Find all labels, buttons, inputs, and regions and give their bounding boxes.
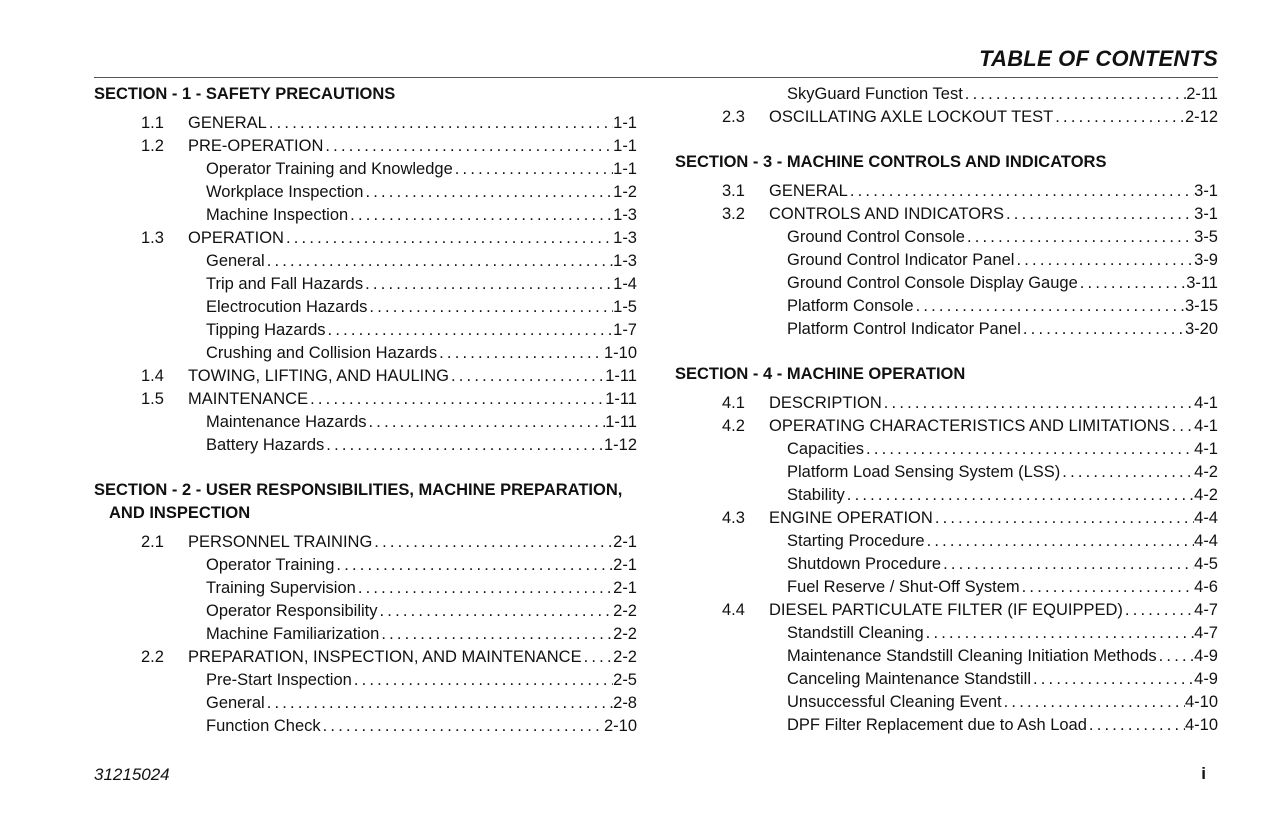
toc-entry-title: Workplace Inspection	[206, 183, 364, 201]
toc-entry[interactable]	[675, 645, 1218, 668]
dot-leader	[864, 438, 1194, 461]
toc-entry-page: 1-1	[613, 137, 637, 155]
toc-entry-number: 1.5	[141, 390, 164, 408]
toc-entry-title: DESCRIPTION	[769, 394, 882, 412]
toc-entry-title: Machine Inspection	[206, 206, 349, 224]
toc-entry-page: 4-1	[1194, 417, 1218, 435]
toc-entry-page: 4-4	[1194, 509, 1218, 527]
section-heading: SECTION - 1 - SAFETY PRECAUTIONS	[94, 85, 396, 103]
toc-entry-number: 4.1	[722, 394, 745, 412]
toc-entry[interactable]	[675, 507, 1218, 530]
toc-entry-page: 2-1	[613, 556, 637, 574]
toc-entry-page: 2-10	[603, 717, 637, 735]
toc-entry[interactable]	[675, 461, 1218, 484]
toc-entry-number: 2.1	[141, 533, 164, 551]
toc-entry[interactable]	[94, 623, 637, 646]
dot-leader	[1020, 576, 1195, 599]
toc-entry[interactable]	[675, 226, 1218, 249]
toc-entry-page: 3-5	[1194, 228, 1218, 246]
toc-entry[interactable]	[675, 249, 1218, 272]
toc-entry[interactable]	[675, 668, 1218, 691]
toc-entry-title: Starting Procedure	[787, 532, 925, 550]
toc-list	[675, 180, 1218, 341]
toc-entry[interactable]	[675, 484, 1218, 507]
toc-entry-title: Operator Training	[206, 556, 335, 574]
toc-entry-title: Training Supervision	[206, 579, 356, 597]
toc-entry[interactable]	[675, 272, 1218, 295]
toc-entry-title: Battery Hazards	[206, 436, 325, 454]
toc-entry-page: 1-11	[605, 367, 637, 385]
dot-leader	[1123, 599, 1194, 622]
toc-entry-page: 1-11	[605, 390, 637, 408]
dot-leader	[265, 692, 613, 715]
toc-entry-page: 4-4	[1194, 532, 1218, 550]
toc-entry-page: 2-8	[613, 694, 637, 712]
toc-entry[interactable]	[675, 295, 1218, 318]
toc-entry-page: 2-12	[1184, 108, 1218, 126]
toc-entry[interactable]	[94, 554, 637, 577]
toc-entry-page: 4-1	[1194, 440, 1218, 458]
dot-leader	[1021, 318, 1185, 341]
toc-left-column	[94, 83, 637, 738]
toc-entry[interactable]	[94, 112, 637, 135]
toc-entry-title: DPF Filter Replacement due to Ash Load	[787, 716, 1087, 734]
toc-right-column	[675, 83, 1218, 737]
toc-entry[interactable]	[675, 203, 1218, 226]
toc-entry-page: 1-3	[613, 229, 637, 247]
section-heading-line: SECTION - 2 - USER RESPONSIBILITIES, MACHINE PREPARATION,	[94, 481, 623, 499]
toc-entry-title: Standstill Cleaning	[787, 624, 924, 642]
section-heading: SECTION - 3 - MACHINE CONTROLS AND INDICATORS	[675, 153, 1107, 171]
toc-entry-page: 4-9	[1194, 647, 1218, 665]
toc-entry-number: 2.2	[141, 648, 164, 666]
toc-entry[interactable]	[675, 438, 1218, 461]
dot-leader	[265, 250, 613, 273]
toc-entry-page: 4-1	[1194, 394, 1218, 412]
dot-leader	[267, 112, 613, 135]
toc-entry[interactable]	[675, 622, 1218, 645]
dot-leader	[1060, 461, 1194, 484]
toc-entry-title: Maintenance Hazards	[206, 413, 367, 431]
toc-entry[interactable]	[94, 669, 637, 692]
toc-entry-title: SkyGuard Function Test	[787, 85, 963, 103]
dot-leader	[378, 600, 614, 623]
toc-entry[interactable]	[675, 106, 1218, 129]
toc-entry[interactable]	[94, 577, 637, 600]
page-title: TABLE OF CONTENTS	[979, 46, 1218, 71]
toc-entry-page: 2-2	[613, 648, 637, 666]
toc-entry[interactable]	[94, 250, 637, 273]
toc-entry-page: 1-2	[613, 183, 637, 201]
toc-entry-title: Stability	[787, 486, 845, 504]
toc-entry-title: Machine Familiarization	[206, 625, 380, 643]
toc-entry-title: OPERATING CHARACTERISTICS AND LIMITATIONS	[769, 417, 1170, 435]
section-heading: SECTION - 4 - MACHINE OPERATION	[675, 365, 966, 383]
toc-entry-number: 2.3	[722, 108, 745, 126]
toc-entry-number: 3.1	[722, 182, 745, 200]
toc-entry[interactable]	[94, 388, 637, 411]
toc-entry-title: GENERAL	[188, 114, 267, 132]
toc-entry-title: Ground Control Console	[787, 228, 965, 246]
toc-entry-number: 1.1	[141, 114, 164, 132]
toc-entry-title: MAINTENANCE	[188, 390, 309, 408]
dot-leader	[882, 392, 1194, 415]
toc-entry-title: PERSONNEL TRAINING	[188, 533, 373, 551]
dot-leader	[925, 530, 1195, 553]
dot-leader	[924, 622, 1194, 645]
dot-leader	[363, 181, 613, 204]
dot-leader	[356, 577, 613, 600]
dot-leader	[1087, 714, 1185, 737]
header-rule	[94, 77, 1218, 78]
toc-entry-title: Maintenance Standstill Cleaning Initiation Methods	[787, 647, 1157, 665]
toc-entry[interactable]	[94, 411, 637, 434]
toc-entry-page: 3-1	[1194, 182, 1218, 200]
toc-entry[interactable]	[94, 204, 637, 227]
toc-list	[675, 83, 1218, 129]
dot-leader	[367, 411, 606, 434]
toc-entry[interactable]	[94, 227, 637, 250]
toc-list	[675, 392, 1218, 737]
dot-leader	[1078, 272, 1186, 295]
toc-list	[94, 531, 637, 738]
toc-entry-number: 3.2	[722, 205, 745, 223]
toc-entry-page: 2-1	[613, 579, 637, 597]
toc-entry[interactable]	[94, 342, 637, 365]
toc-entry[interactable]	[675, 714, 1218, 737]
toc-entry[interactable]	[675, 553, 1218, 576]
toc-entry[interactable]	[94, 531, 637, 554]
toc-entry-page: 1-4	[613, 275, 637, 293]
toc-entry-page: 4-10	[1184, 693, 1218, 711]
toc-entry-page: 1-3	[613, 252, 637, 270]
toc-entry[interactable]	[675, 83, 1218, 106]
toc-entry-page: 1-7	[613, 321, 637, 339]
toc-entry-title: Function Check	[206, 717, 321, 735]
dot-leader	[449, 365, 605, 388]
toc-entry-page: 3-20	[1184, 320, 1218, 338]
toc-entry-title: DIESEL PARTICULATE FILTER (IF EQUIPPED)	[769, 601, 1123, 619]
dot-leader	[379, 623, 613, 646]
toc-entry-page: 1-5	[613, 298, 637, 316]
toc-entry-page: 4-2	[1194, 463, 1218, 481]
toc-entry[interactable]	[94, 646, 637, 669]
dot-leader	[1157, 645, 1195, 668]
toc-entry-title: Ground Control Indicator Panel	[787, 251, 1015, 269]
toc-entry-page: 1-1	[613, 114, 637, 132]
dot-leader	[323, 135, 613, 158]
toc-entry[interactable]	[675, 691, 1218, 714]
toc-entry[interactable]	[675, 318, 1218, 341]
dot-leader	[324, 434, 604, 457]
toc-entry-title: Platform Console	[787, 297, 914, 315]
section-heading-line: AND INSPECTION	[109, 504, 251, 522]
dot-leader	[363, 273, 613, 296]
toc-entry-page: 3-1	[1194, 205, 1218, 223]
dot-leader	[453, 158, 613, 181]
toc-entry-title: Electrocution Hazards	[206, 298, 368, 316]
toc-entry[interactable]	[675, 530, 1218, 553]
dot-leader	[372, 531, 613, 554]
toc-entry-title: Tipping Hazards	[206, 321, 326, 339]
dot-leader	[1170, 415, 1195, 438]
document-number: 31215024	[94, 765, 170, 784]
toc-entry[interactable]	[94, 296, 637, 319]
toc-entry-page: 1-1	[613, 160, 637, 178]
toc-entry[interactable]	[94, 158, 637, 181]
toc-entry-title: Pre-Start Inspection	[206, 671, 352, 689]
dot-leader	[352, 669, 613, 692]
toc-entry-title: Platform Load Sensing System (LSS)	[787, 463, 1061, 481]
toc-entry-title: PREPARATION, INSPECTION, AND MAINTENANCE	[188, 648, 582, 666]
toc-entry-page: 2-5	[613, 671, 637, 689]
toc-entry[interactable]	[94, 319, 637, 342]
toc-entry-title: Unsuccessful Cleaning Event	[787, 693, 1002, 711]
toc-entry[interactable]	[94, 600, 637, 623]
toc-entry-number: 4.3	[722, 509, 745, 527]
page-number: i	[1201, 764, 1206, 783]
toc-entry-page: 3-11	[1186, 274, 1218, 292]
toc-entry-page: 4-7	[1194, 624, 1218, 642]
dot-leader	[845, 484, 1194, 507]
toc-entry-title: Capacities	[787, 440, 865, 458]
toc-entry-title: Crushing and Collision Hazards	[206, 344, 438, 362]
toc-entry-title: General	[206, 694, 265, 712]
dot-leader	[965, 226, 1194, 249]
toc-entry-page: 4-10	[1184, 716, 1218, 734]
toc-list	[94, 112, 637, 457]
toc-entry-title: OSCILLATING AXLE LOCKOUT TEST	[769, 108, 1054, 126]
toc-entry-number: 1.4	[141, 367, 164, 385]
toc-entry-title: GENERAL	[769, 182, 848, 200]
dot-leader	[1014, 249, 1194, 272]
toc-entry-title: Shutdown Procedure	[787, 555, 942, 573]
dot-leader	[334, 554, 613, 577]
toc-entry[interactable]	[94, 135, 637, 158]
toc-entry-page: 2-1	[613, 533, 637, 551]
dot-leader	[914, 295, 1185, 318]
dot-leader	[326, 319, 614, 342]
toc-entry-page: 1-3	[613, 206, 637, 224]
toc-entry-number: 1.3	[141, 229, 164, 247]
toc-entry-page: 4-5	[1194, 555, 1218, 573]
dot-leader	[941, 553, 1194, 576]
dot-leader	[1053, 106, 1185, 129]
toc-entry[interactable]	[94, 692, 637, 715]
toc-entry-page: 1-11	[605, 413, 637, 431]
toc-entry[interactable]	[675, 392, 1218, 415]
toc-entry-page: 2-11	[1186, 85, 1218, 103]
toc-entry[interactable]	[675, 599, 1218, 622]
toc-entry-title: ENGINE OPERATION	[769, 509, 933, 527]
toc-entry[interactable]	[94, 273, 637, 296]
toc-entry-number: 4.4	[722, 601, 745, 619]
toc-entry-title: TOWING, LIFTING, AND HAULING	[188, 367, 449, 385]
toc-entry-page: 1-12	[603, 436, 637, 454]
dot-leader	[933, 507, 1194, 530]
toc-entry-title: Fuel Reserve / Shut-Off System	[787, 578, 1020, 596]
toc-entry-title: Operator Training and Knowledge	[206, 160, 453, 178]
dot-leader	[1002, 691, 1185, 714]
toc-entry-page: 4-9	[1194, 670, 1218, 688]
toc-entry-title: Ground Control Console Display Gauge	[787, 274, 1078, 292]
toc-entry-page: 4-2	[1194, 486, 1218, 504]
dot-leader	[1031, 668, 1194, 691]
toc-entry-title: Operator Responsibility	[206, 602, 378, 620]
dot-leader	[848, 180, 1194, 203]
dot-leader	[284, 227, 613, 250]
toc-entry-page: 1-10	[603, 344, 637, 362]
toc-entry[interactable]	[675, 576, 1218, 599]
toc-entry[interactable]	[94, 715, 637, 738]
toc-entry-page: 4-6	[1194, 578, 1218, 596]
dot-leader	[1004, 203, 1194, 226]
toc-entry-number: 1.2	[141, 137, 164, 155]
toc-entry-title: CONTROLS AND INDICATORS	[769, 205, 1005, 223]
toc-entry-page: 3-15	[1184, 297, 1218, 315]
toc-entry-title: Platform Control Indicator Panel	[787, 320, 1021, 338]
dot-leader	[963, 83, 1186, 106]
toc-entry-title: Trip and Fall Hazards	[206, 275, 364, 293]
toc-entry-title: OPERATION	[188, 229, 284, 247]
toc-entry-title: PRE-OPERATION	[188, 137, 324, 155]
dot-leader	[437, 342, 604, 365]
toc-entry[interactable]	[675, 180, 1218, 203]
toc-entry[interactable]	[94, 365, 637, 388]
toc-entry-page: 3-9	[1194, 251, 1218, 269]
toc-entry[interactable]	[94, 181, 637, 204]
toc-entry[interactable]	[94, 434, 637, 457]
dot-leader	[582, 646, 614, 669]
toc-entry-page: 4-7	[1194, 601, 1218, 619]
dot-leader	[321, 715, 604, 738]
dot-leader	[348, 204, 613, 227]
toc-entry[interactable]	[675, 415, 1218, 438]
toc-entry-title: General	[206, 252, 265, 270]
toc-entry-number: 4.2	[722, 417, 745, 435]
dot-leader	[367, 296, 613, 319]
section-heading	[94, 479, 637, 525]
toc-entry-title: Canceling Maintenance Standstill	[787, 670, 1031, 688]
toc-entry-page: 2-2	[613, 602, 637, 620]
dot-leader	[308, 388, 605, 411]
toc-entry-page: 2-2	[613, 625, 637, 643]
